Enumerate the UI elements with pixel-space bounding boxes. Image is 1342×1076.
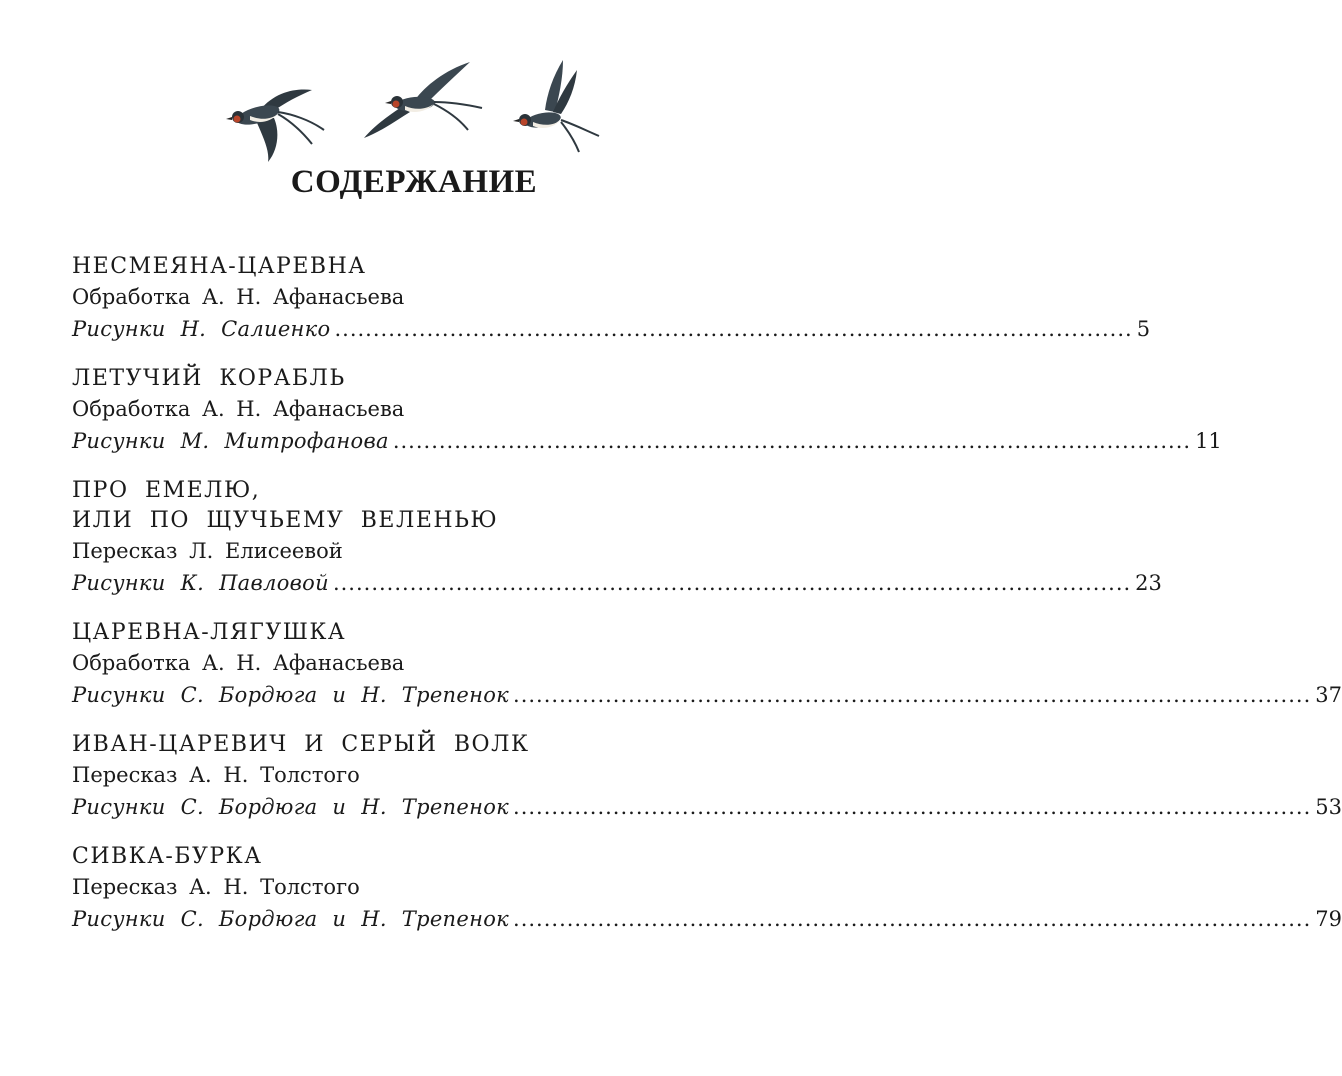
swallow-icon xyxy=(220,70,330,160)
story-title[interactable]: ПРО ЕМЕЛЮ, xyxy=(72,478,261,503)
swallows-illustration xyxy=(210,50,610,165)
story-adaptation: Пересказ Л. Елисеевой xyxy=(72,539,343,563)
story-illustrator: Рисунки Н. Салиенко xyxy=(72,317,331,341)
dot-leader: ........................................................................................................ xyxy=(392,429,1192,453)
page-title: СОДЕРЖАНИЕ xyxy=(290,164,538,200)
page-number: 53 xyxy=(1315,795,1342,819)
story-illustrator: Рисунки К. Павловой xyxy=(72,571,329,595)
toc-entry xyxy=(72,842,1342,936)
dot-leader: ........................................................................................................ xyxy=(334,317,1133,341)
story-illustrations-line[interactable] xyxy=(72,424,1222,458)
toc-entry xyxy=(72,730,1342,824)
dot-leader: ........................................................................................................ xyxy=(513,795,1312,819)
table-of-contents xyxy=(72,252,1342,954)
story-title[interactable]: ЛЕТУЧИЙ КОРАБЛЬ xyxy=(72,366,346,391)
page-number: 79 xyxy=(1315,907,1342,931)
dot-leader: ........................................................................................................ xyxy=(513,907,1312,931)
story-illustrations-line[interactable] xyxy=(72,790,1342,824)
dot-leader: ........................................................................................................ xyxy=(513,683,1312,707)
story-illustrations-line[interactable] xyxy=(72,312,1151,346)
story-illustrations-line[interactable] xyxy=(72,678,1342,712)
story-adaptation: Обработка А. Н. Афанасьева xyxy=(72,285,405,309)
story-title-line-2[interactable]: ИЛИ ПО ЩУЧЬЕМУ ВЕЛЕНЬЮ xyxy=(72,508,499,533)
toc-entry xyxy=(72,618,1342,712)
story-illustrator: Рисунки С. Бордюга и Н. Трепенок xyxy=(72,683,510,707)
story-title[interactable]: НЕСМЕЯНА-ЦАРЕВНА xyxy=(72,254,367,279)
page-number: 37 xyxy=(1315,683,1342,707)
story-illustrator: Рисунки С. Бордюга и Н. Трепенок xyxy=(72,795,510,819)
story-title[interactable]: СИВКА-БУРКА xyxy=(72,844,263,869)
toc-entry xyxy=(72,364,1222,458)
swallow-icon xyxy=(505,58,605,158)
page-number: 23 xyxy=(1135,571,1162,595)
toc-entry xyxy=(72,476,1162,600)
story-adaptation: Пересказ А. Н. Толстого xyxy=(72,875,360,899)
story-illustrations-line[interactable] xyxy=(72,902,1342,936)
story-title[interactable]: ЦАРЕВНА-ЛЯГУШКА xyxy=(72,620,347,645)
swallow-icon xyxy=(360,56,490,146)
story-illustrator: Рисунки М. Митрофанова xyxy=(72,429,389,453)
page-number: 11 xyxy=(1195,429,1222,453)
story-adaptation: Обработка А. Н. Афанасьева xyxy=(72,397,405,421)
story-illustrator: Рисунки С. Бордюга и Н. Трепенок xyxy=(72,907,510,931)
story-title[interactable]: ИВАН-ЦАРЕВИЧ И СЕРЫЙ ВОЛК xyxy=(72,732,530,757)
toc-entry xyxy=(72,252,1151,346)
dot-leader: ........................................................................................................ xyxy=(332,571,1132,595)
story-illustrations-line[interactable] xyxy=(72,566,1162,600)
story-adaptation: Обработка А. Н. Афанасьева xyxy=(72,651,405,675)
story-adaptation: Пересказ А. Н. Толстого xyxy=(72,763,360,787)
page-number: 5 xyxy=(1136,317,1151,341)
